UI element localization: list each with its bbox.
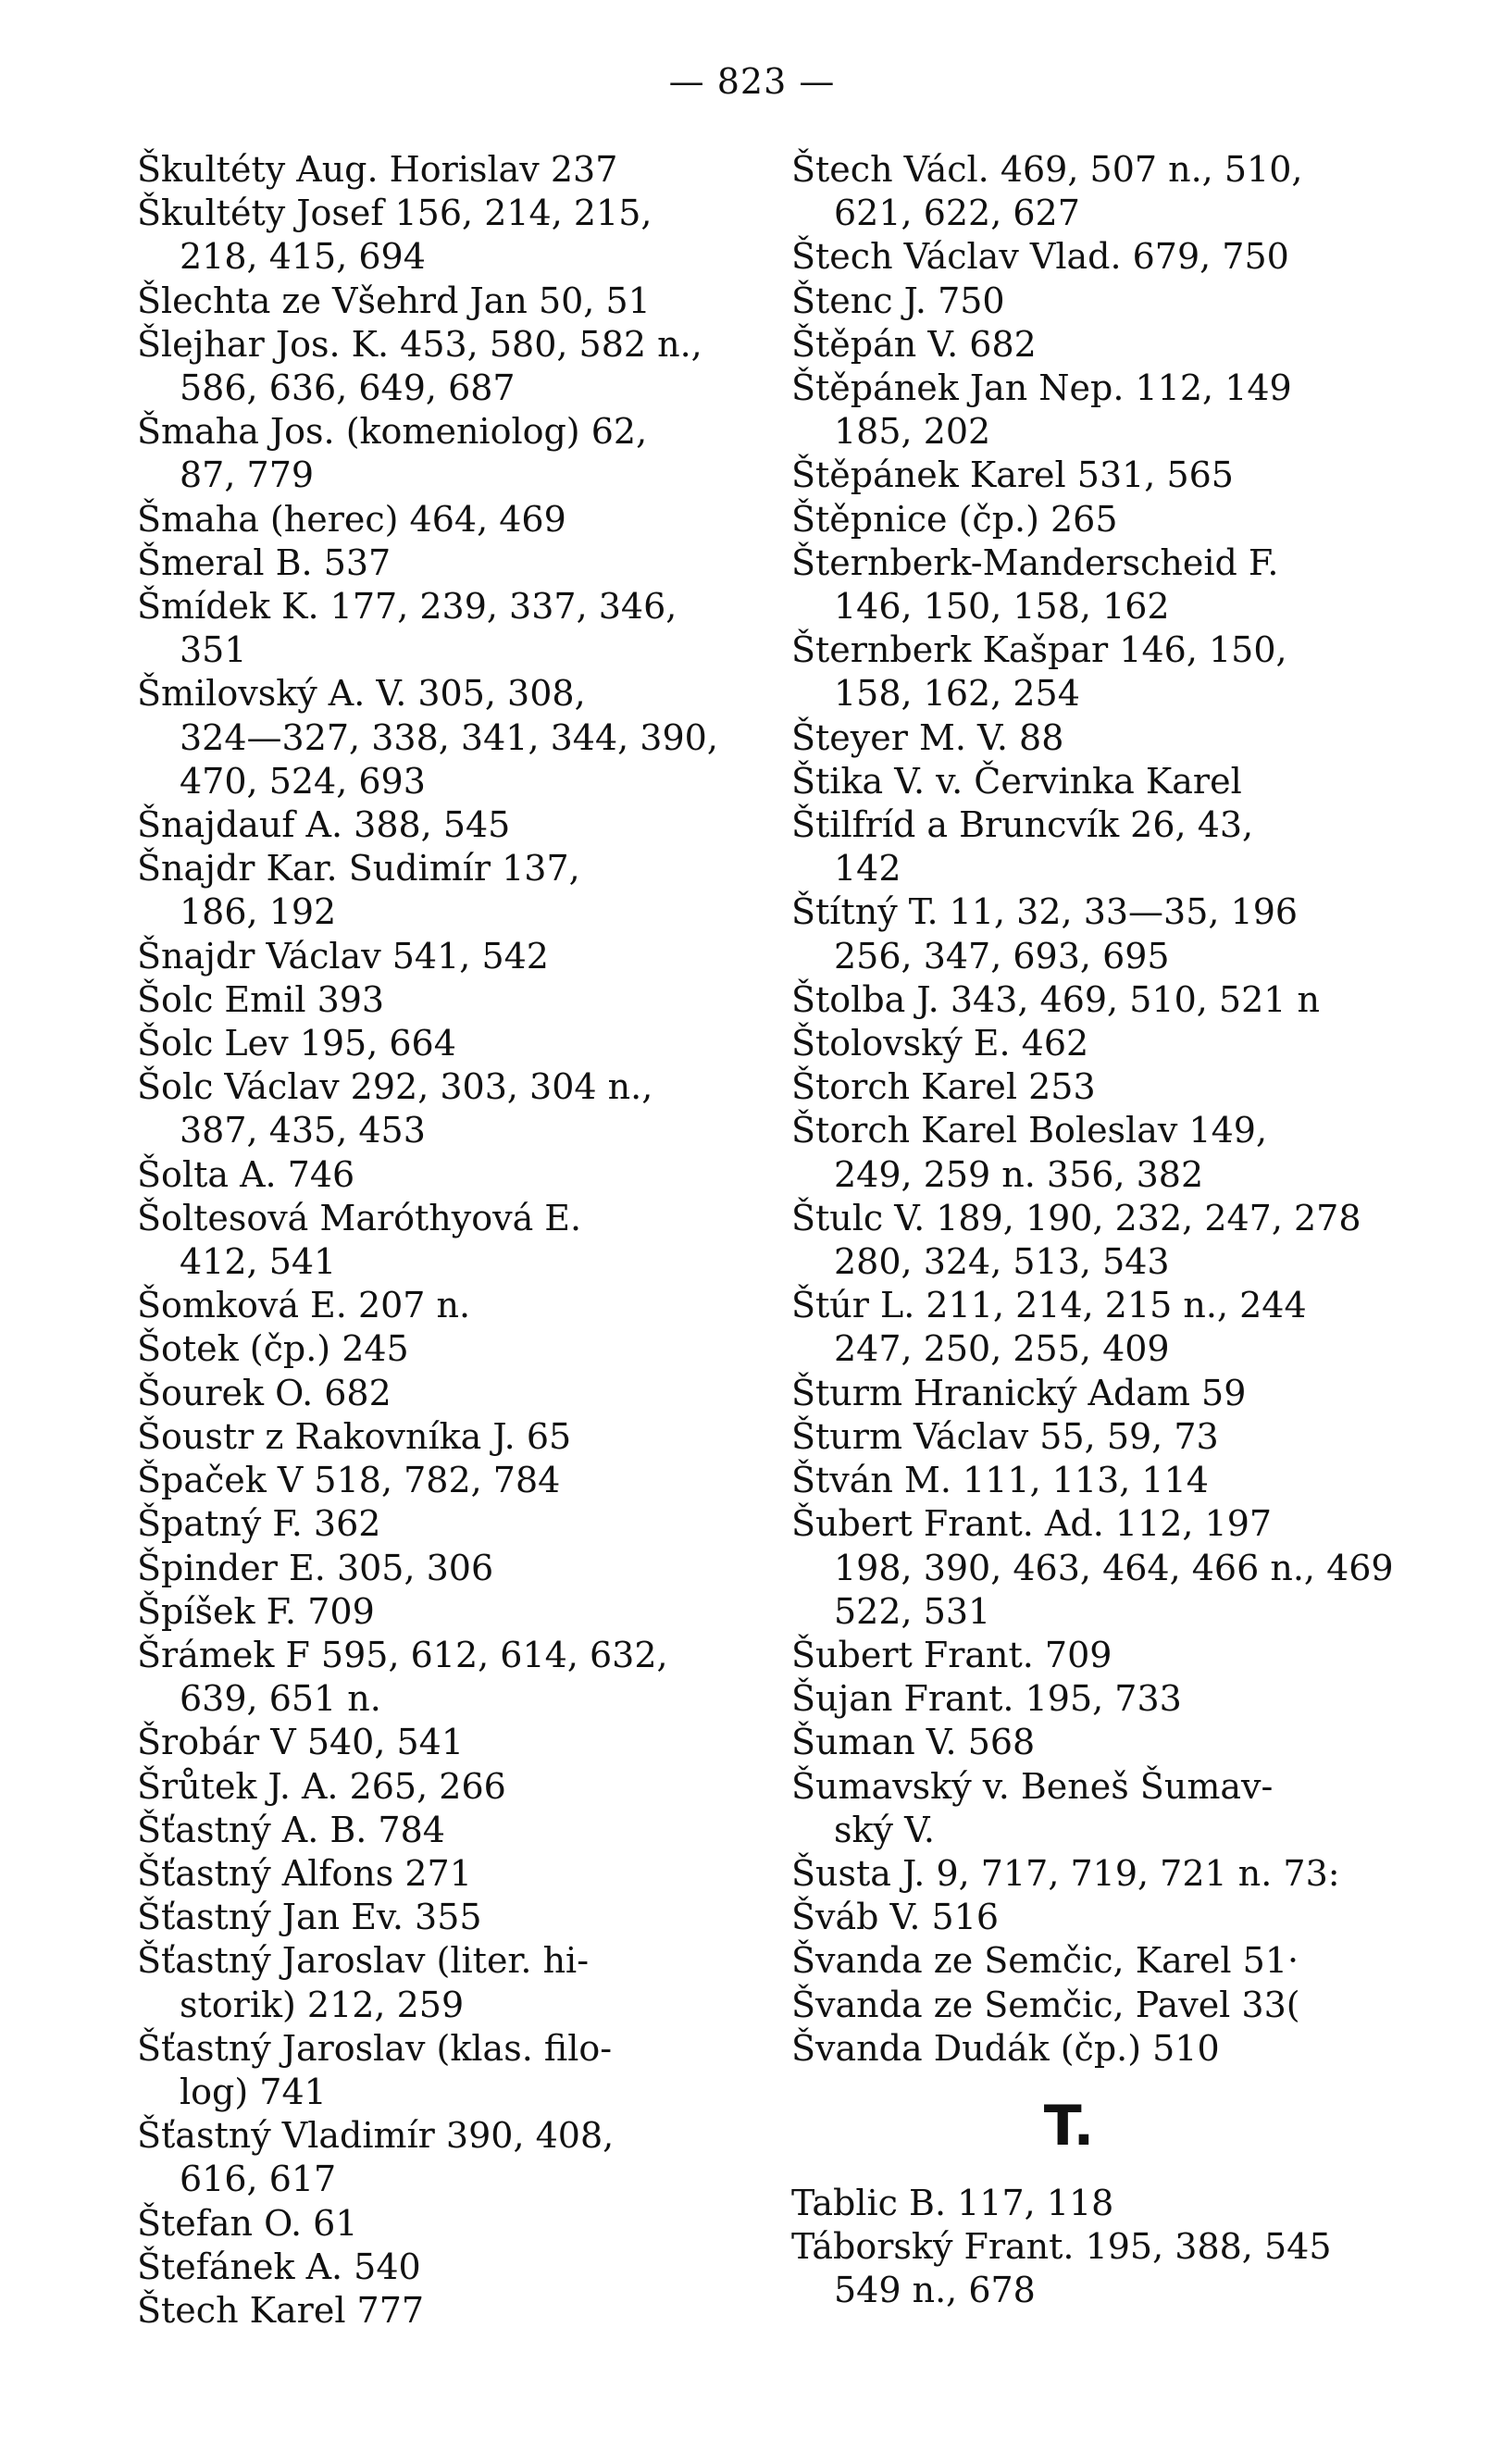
index-entry [137, 1153, 739, 1197]
index-entry-text: Šolta A. 746 [137, 1153, 355, 1195]
index-entry [791, 1765, 1402, 1852]
index-entry-text: Šotek (čp.) 245 [137, 1328, 409, 1370]
index-entry [791, 1065, 1402, 1109]
index-entry-text: Šmaha Jos. (komeniolog) 62, [137, 411, 648, 453]
index-entry-text: Šoltesová Maróthyová E. [137, 1197, 582, 1238]
index-entry-text: Švanda ze Semčic, Pavel 33( [791, 1984, 1300, 2025]
index-entry [137, 1547, 739, 1590]
index-entry-text: Šnajdr Václav 541, 542 [137, 935, 549, 977]
index-entry [791, 2027, 1402, 2071]
index-entry-text: Šomková E. 207 n. [137, 1285, 471, 1326]
index-entry [137, 2202, 739, 2246]
index-entry-continuation: 522, 531 [834, 1590, 991, 1632]
index-entry [137, 585, 739, 672]
index-entry [137, 498, 739, 541]
index-entry [137, 1459, 739, 1502]
index-entry [791, 1109, 1402, 1196]
index-entry-text: Štěpánek Jan Nep. 112, 149 [791, 367, 1292, 409]
index-entry-text: Šmaha (herec) 464, 469 [137, 498, 566, 540]
index-entry-continuation: 639, 651 n. [180, 1678, 381, 1720]
index-entry-text: Šteyer M. V. 88 [791, 716, 1064, 758]
index-entry [137, 2027, 739, 2114]
index-entry-text: Štolovský E. 462 [791, 1023, 1089, 1064]
index-entry [791, 1022, 1402, 1065]
index-entry [137, 847, 739, 934]
index-entry [137, 1896, 739, 1939]
index-entry [137, 1852, 739, 1896]
index-entry-text: Štefan O. 61 [137, 2202, 358, 2244]
index-entry-text: Špaček V 518, 782, 784 [137, 1460, 561, 1501]
index-entry-text: Šváb V. 516 [791, 1897, 1000, 1938]
index-entry [137, 323, 739, 410]
index-entry [791, 1939, 1402, 1983]
index-entry [137, 978, 739, 1022]
index-entry-text: Šlechta ze Všehrd Jan 50, 51 [137, 280, 651, 321]
index-entry [137, 2289, 739, 2333]
index-entry-text: Štván M. 111, 113, 114 [791, 1460, 1209, 1501]
index-entry [137, 1721, 739, 1764]
index-entry [137, 1634, 739, 1721]
index-entry-text: Táborský Frant. 195, 388, 545 [791, 2226, 1332, 2268]
index-entry-text: Šusta J. 9, 717, 719, 721 n. 73: [791, 1852, 1340, 1894]
index-entry-continuation: 87, 779 [180, 454, 315, 496]
index-entry-text: Šťastný Vladimír 390, 408, [137, 2115, 615, 2157]
index-entry-text: Šťastný Jaroslav (liter. hi- [137, 1940, 590, 1982]
index-entry-text: Šoustr z Rakovníka J. 65 [137, 1415, 572, 1457]
index-entry-text: Štítný T. 11, 32, 33—35, 196 [791, 891, 1299, 933]
index-entry [137, 1809, 739, 1852]
index-entry-continuation: 470, 524, 693 [180, 760, 426, 802]
index-entries-t [791, 2182, 1402, 2313]
index-entry-text: Šťastný A. B. 784 [137, 1809, 445, 1850]
index-entry [137, 1022, 739, 1065]
index-entry-continuation: ský V. [834, 1809, 935, 1850]
index-entry-text: Štech Václ. 469, 507 n., 510, [791, 149, 1303, 190]
index-entry-continuation: 351 [180, 629, 247, 671]
index-entry-continuation: 412, 541 [180, 1241, 337, 1283]
index-entry-text: Štilfríd a Bruncvík 26, 43, [791, 804, 1254, 846]
index-entry-continuation: 324—327, 338, 341, 344, 390, [180, 716, 718, 758]
index-entry [791, 1459, 1402, 1502]
index-entry-text: Štenc J. 750 [791, 280, 1005, 321]
index-entry-text: Škultéty Josef 156, 214, 215, [137, 193, 653, 234]
index-entry-continuation: 247, 250, 255, 409 [834, 1328, 1170, 1370]
index-entry-continuation: 549 n., 678 [834, 2270, 1036, 2311]
index-column-left [137, 148, 739, 2333]
index-entry [791, 1634, 1402, 1677]
index-entry [791, 235, 1402, 279]
index-entry [791, 1984, 1402, 2027]
index-entry-continuation: 280, 324, 513, 543 [834, 1241, 1170, 1283]
index-entry [791, 2182, 1402, 2225]
index-entry [791, 716, 1402, 760]
index-entry-text: Škultéty Aug. Horislav 237 [137, 149, 618, 190]
index-entries-s [791, 148, 1402, 2071]
index-entry-text: Šmeral B. 537 [137, 541, 392, 583]
index-entry [791, 1284, 1402, 1371]
index-entry-continuation: 146, 150, 158, 162 [834, 586, 1170, 628]
index-entry [791, 978, 1402, 1022]
index-entry-continuation: 185, 202 [834, 411, 991, 453]
index-entry [137, 192, 739, 279]
index-entry [791, 1721, 1402, 1764]
index-entry-continuation: 387, 435, 453 [180, 1110, 426, 1151]
index-entry-text: Štorch Karel Boleslav 149, [791, 1110, 1268, 1151]
index-column-right [791, 148, 1402, 2313]
index-entry [791, 1677, 1402, 1721]
index-entry [137, 1284, 739, 1327]
index-entry-text: Švanda Dudák (čp.) 510 [791, 2027, 1220, 2069]
index-entry [791, 148, 1402, 235]
index-entry [137, 2114, 739, 2201]
page-number: — 823 — [668, 61, 836, 102]
index-entry [137, 2246, 739, 2289]
index-entry-text: Štolba J. 343, 469, 510, 521 n [791, 978, 1320, 1020]
index-entry [791, 628, 1402, 716]
index-entry-text: Švanda ze Semčic, Karel 51· [791, 1940, 1299, 1982]
index-entry [137, 410, 739, 497]
index-entry-text: Šourek O. 682 [137, 1372, 392, 1413]
index-entry-text: Šternberk Kašpar 146, 150, [791, 629, 1287, 671]
index-entry-continuation: 621, 622, 627 [834, 193, 1080, 234]
index-entry [791, 541, 1402, 628]
index-entry [137, 1197, 739, 1284]
index-entry-text: Šolc Emil 393 [137, 978, 385, 1020]
index-entry [137, 1590, 739, 1634]
index-entry-text: Štěpánek Karel 531, 565 [791, 454, 1234, 496]
index-entry-continuation: log) 741 [180, 2071, 327, 2112]
index-entry [791, 1896, 1402, 1939]
index-entry-text: Šťastný Jaroslav (klas. filo- [137, 2027, 613, 2069]
index-entry [137, 1065, 739, 1152]
index-entry-text: Šmídek K. 177, 239, 337, 346, [137, 586, 677, 628]
index-entry-continuation: 198, 390, 463, 464, 466 n., 469 [834, 1547, 1394, 1588]
index-entry-text: Štěpán V. 682 [791, 323, 1037, 365]
index-entry [791, 803, 1402, 890]
index-entry [137, 280, 739, 323]
index-entry [791, 498, 1402, 541]
index-entry-text: Šmilovský A. V. 305, 308, [137, 673, 586, 715]
index-entry-continuation: 586, 636, 649, 687 [180, 367, 516, 409]
index-entry-text: Šuman V. 568 [791, 1722, 1036, 1763]
index-entry-text: Štech Karel 777 [137, 2289, 425, 2331]
index-entry-text: Špatný F. 362 [137, 1503, 381, 1545]
index-entry-text: Šrobár V 540, 541 [137, 1722, 465, 1763]
index-entry-text: Šubert Frant. Ad. 112, 197 [791, 1503, 1273, 1545]
index-entry [137, 1372, 739, 1415]
index-entry-text: Šternberk-Manderscheid F. [791, 541, 1279, 583]
index-entry-text: Štech Václav Vlad. 679, 750 [791, 236, 1289, 278]
index-entry-text: Šrůtek J. A. 265, 266 [137, 1765, 506, 1807]
index-entry-continuation: 249, 259 n. 356, 382 [834, 1153, 1204, 1195]
index-entry-text: Šťastný Jan Ev. 355 [137, 1897, 482, 1938]
index-entry [137, 541, 739, 585]
index-entry [791, 1197, 1402, 1284]
index-entry-text: Štefánek A. 540 [137, 2246, 421, 2287]
index-entry-text: Štorch Karel 253 [791, 1066, 1096, 1108]
index-entry-text: Šolc Lev 195, 664 [137, 1023, 456, 1064]
index-entry-continuation: 616, 617 [180, 2159, 337, 2200]
index-entry-text: Šubert Frant. 709 [791, 1634, 1112, 1675]
index-entry [137, 1415, 739, 1459]
index-entry [137, 1327, 739, 1371]
index-entry [137, 148, 739, 192]
index-entry-continuation: storik) 212, 259 [180, 1984, 465, 2025]
index-entry [137, 935, 739, 978]
index-entry [791, 323, 1402, 367]
index-entry-text: Šumavský v. Beneš Šumav- [791, 1765, 1274, 1807]
index-entry [791, 454, 1402, 497]
index-entry-text: Šlejhar Jos. K. 453, 580, 582 n., [137, 323, 702, 365]
index-entry [137, 672, 739, 803]
index-entry-text: Štúr L. 211, 214, 215 n., 244 [791, 1285, 1307, 1326]
index-entry-text: Šnajdauf A. 388, 545 [137, 804, 511, 846]
index-entry-continuation: 218, 415, 694 [180, 236, 426, 278]
index-entry [791, 1502, 1402, 1634]
index-entry-text: Šrámek F 595, 612, 614, 632, [137, 1634, 668, 1675]
index-entry-continuation: 186, 192 [180, 891, 337, 933]
index-entry [791, 2225, 1402, 2312]
index-entry-text: Štika V. v. Červinka Karel [791, 760, 1242, 802]
index-entry [791, 760, 1402, 803]
index-entry-text: Šťastný Alfons 271 [137, 1852, 472, 1894]
index-entry-text: Štulc V. 189, 190, 232, 247, 278 [791, 1197, 1361, 1238]
index-entry [137, 1765, 739, 1809]
index-entry [791, 890, 1402, 977]
index-entry-text: Šolc Václav 292, 303, 304 n., [137, 1066, 653, 1108]
index-entry [137, 1502, 739, 1546]
index-entry [137, 1939, 739, 2026]
index-entry-continuation: 142 [834, 848, 901, 890]
index-entry [791, 1852, 1402, 1896]
index-entry-text: Tablic B. 117, 118 [791, 2182, 1114, 2223]
index-entry-text: Šturm Hranický Adam 59 [791, 1372, 1247, 1413]
index-entry [791, 367, 1402, 454]
index-entry-text: Špíšek F. 709 [137, 1590, 375, 1632]
index-entry-continuation: 158, 162, 254 [834, 673, 1080, 715]
index-entry [791, 280, 1402, 323]
index-entry [137, 803, 739, 847]
index-entry-text: Šujan Frant. 195, 733 [791, 1678, 1182, 1720]
section-letter-t: T. [1043, 2093, 1095, 2159]
index-entry-continuation: 256, 347, 693, 695 [834, 935, 1170, 977]
index-entry-text: Šturm Václav 55, 59, 73 [791, 1415, 1219, 1457]
index-entry [791, 1372, 1402, 1415]
index-entry-text: Špinder E. 305, 306 [137, 1547, 494, 1588]
index-entry-text: Šnajdr Kar. Sudimír 137, [137, 848, 580, 890]
index-entry [791, 1415, 1402, 1459]
index-entry-text: Štěpnice (čp.) 265 [791, 498, 1118, 540]
